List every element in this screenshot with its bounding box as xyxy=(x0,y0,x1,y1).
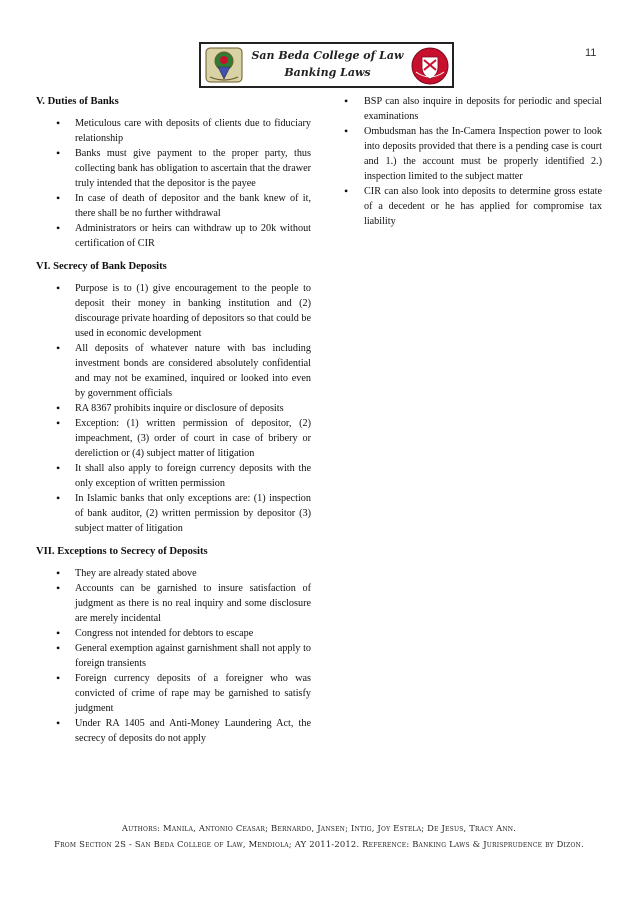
list-item: • It shall also apply to foreign currency deposits with the only exception of written permission xyxy=(56,461,311,489)
bullet-icon: • xyxy=(56,221,61,235)
list-item: • General exemption against garnishment shall not apply to foreign transients xyxy=(56,641,311,669)
right-column xyxy=(340,94,602,229)
bullet-icon: • xyxy=(56,581,61,595)
list-item: • Accounts can be garnished to insure satisfaction of judgment as there is no real inquiry and some disclosure are merely incidental xyxy=(56,581,311,624)
section-exceptions-to-secrecy xyxy=(36,544,311,746)
section-heading: V. Duties of Banks xyxy=(36,96,119,107)
bullet-icon: • xyxy=(344,124,349,138)
list-item: • Foreign currency deposits of a foreigner who was convicted of crime of rape may be garnished to satisfy judgment xyxy=(56,671,311,714)
list-item: • In Islamic banks that only exceptions are: (1) inspection of bank auditor, (2) written permission by depositor (3) subject matter of litigation xyxy=(56,491,311,534)
bullet-list xyxy=(36,116,311,251)
bullet-icon: • xyxy=(56,146,61,160)
bullet-icon: • xyxy=(56,401,61,415)
header-title-line1: San Beda College of Law xyxy=(251,49,404,62)
list-item: • Exception: (1) written permission of depositor, (2) impeachment, (3) order of court in case of bribery or dereliction or (4) subject matter of litigation xyxy=(56,416,311,459)
bullet-icon: • xyxy=(56,671,61,685)
footer-authors: Authors: Manila, Antonio Ceasar; Bernardo, Jansen; Intig, Joy Estela; De Jesus, Tracy Ann. xyxy=(121,823,517,833)
list-item: • CIR can also look into deposits to determine gross estate of a decedent or he has applied for compromise tax liability xyxy=(344,184,602,227)
bullet-list xyxy=(36,281,311,536)
list-item: • Ombudsman has the In-Camera Inspection power to look into deposits provided that there is a pending case is court and 1.) the account must be properly identified 2.) inspection limited to the subject matter xyxy=(344,124,602,182)
list-item: • BSP can also inquire in deposits for periodic and special examinations xyxy=(344,94,602,122)
header-title-line2: Banking Laws xyxy=(284,66,371,79)
list-item: • In case of death of depositor and the bank knew of it, there shall be no further withdrawal xyxy=(56,191,311,219)
header-title xyxy=(245,47,410,81)
bullet-icon: • xyxy=(56,626,61,640)
bullet-icon: • xyxy=(344,94,349,108)
section-heading: VII. Exceptions to Secrecy of Deposits xyxy=(36,546,208,557)
bullet-icon: • xyxy=(56,716,61,730)
bullet-icon: • xyxy=(56,281,61,295)
bullet-icon: • xyxy=(56,416,61,430)
bullet-list xyxy=(340,94,602,229)
left-column xyxy=(36,94,311,754)
bullet-icon: • xyxy=(56,641,61,655)
section-heading: VI. Secrecy of Bank Deposits xyxy=(36,261,167,272)
page-number: 11 xyxy=(585,47,597,59)
bullet-icon: • xyxy=(56,341,61,355)
list-item: • Administrators or heirs can withdraw up to 20k without certification of CIR xyxy=(56,221,311,249)
list-item: • Meticulous care with deposits of clients due to fiduciary relationship xyxy=(56,116,311,144)
list-item: • Under RA 1405 and Anti-Money Laundering Act, the secrecy of deposits do not apply xyxy=(56,716,311,744)
list-item: • They are already stated above xyxy=(56,566,197,580)
list-item: • Banks must give payment to the proper party, thus collecting bank has obligation to ascertain that the drawer truly intended that the depositor is the payee xyxy=(56,146,311,189)
bullet-list xyxy=(36,566,311,746)
bullet-icon: • xyxy=(56,491,61,505)
list-item: • Purpose is to (1) give encouragement to the people to deposit their money in banking institution and (2) discourage private hoarding of depositors so that could be used in economic development xyxy=(56,281,311,339)
footer-reference: From Section 2S - San Beda College of Law, Mendiola; AY 2011-2012. Reference: Banking Laws & Jurisprudence by Dizon. xyxy=(54,839,584,849)
college-seal-logo xyxy=(205,47,243,83)
bullet-icon: • xyxy=(344,184,349,198)
list-item: • All deposits of whatever nature with bas including investment bonds are considered absolutely confidential and may not be examined, inquired or looked into even by government officials xyxy=(56,341,311,399)
list-item: • Congress not intended for debtors to escape xyxy=(56,626,254,640)
bullet-icon: • xyxy=(56,566,61,580)
shield-logo xyxy=(410,46,450,86)
section-duties-of-banks xyxy=(36,94,311,251)
bullet-icon: • xyxy=(56,461,61,475)
section-secrecy-of-bank-deposits xyxy=(36,259,311,536)
bullet-icon: • xyxy=(56,191,61,205)
list-item: • RA 8367 prohibits inquire or disclosure of deposits xyxy=(56,401,284,415)
bullet-icon: • xyxy=(56,116,61,130)
